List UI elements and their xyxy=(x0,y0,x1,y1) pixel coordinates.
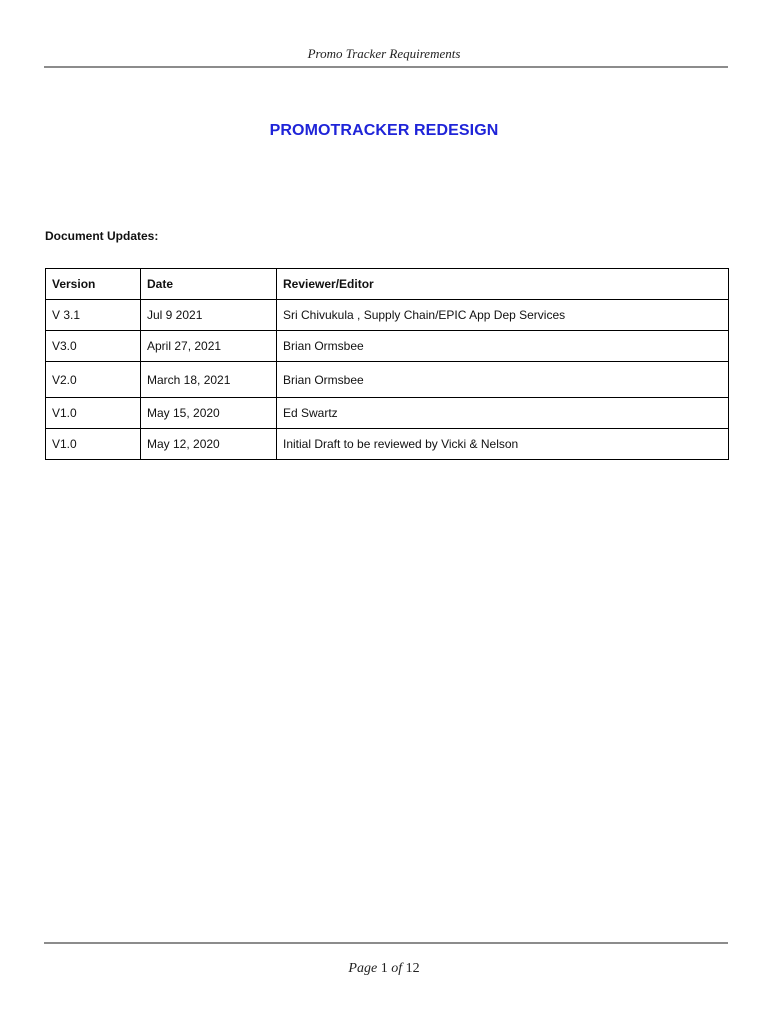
column-header-version: Version xyxy=(46,269,141,300)
page-number: 1 xyxy=(380,961,388,976)
table-row xyxy=(46,398,729,429)
table-row xyxy=(46,362,729,398)
document-title: PROMOTRACKER REDESIGN xyxy=(269,122,499,139)
reviewer-cell: Initial Draft to be reviewed by Vicki & Nelson xyxy=(277,429,729,460)
column-header-reviewer: Reviewer/Editor xyxy=(277,269,729,300)
version-cell: V2.0 xyxy=(46,362,141,398)
document-updates-table xyxy=(45,268,729,460)
date-cell: May 12, 2020 xyxy=(141,429,277,460)
footer-rule xyxy=(44,942,728,944)
page-header: Promo Tracker Requirements xyxy=(307,46,461,61)
page-footer xyxy=(0,961,768,977)
section-label: Document Updates: xyxy=(45,229,159,243)
of-word: of xyxy=(391,961,403,976)
version-cell: V3.0 xyxy=(46,331,141,362)
version-cell: V1.0 xyxy=(46,398,141,429)
table-header-row xyxy=(46,269,729,300)
table-row xyxy=(46,429,729,460)
version-cell: V 3.1 xyxy=(46,300,141,331)
table-row xyxy=(46,300,729,331)
date-cell: May 15, 2020 xyxy=(141,398,277,429)
version-cell: V1.0 xyxy=(46,429,141,460)
date-cell: Jul 9 2021 xyxy=(141,300,277,331)
reviewer-cell: Sri Chivukula , Supply Chain/EPIC App Dep Services xyxy=(277,300,729,331)
total-pages: 12 xyxy=(405,961,420,976)
header-rule xyxy=(44,66,728,68)
date-cell: April 27, 2021 xyxy=(141,331,277,362)
reviewer-cell: Brian Ormsbee xyxy=(277,331,729,362)
page-word: Page xyxy=(348,961,378,976)
reviewer-cell: Brian Ormsbee xyxy=(277,362,729,398)
date-cell: March 18, 2021 xyxy=(141,362,277,398)
reviewer-cell: Ed Swartz xyxy=(277,398,729,429)
table-row xyxy=(46,331,729,362)
column-header-date: Date xyxy=(141,269,277,300)
